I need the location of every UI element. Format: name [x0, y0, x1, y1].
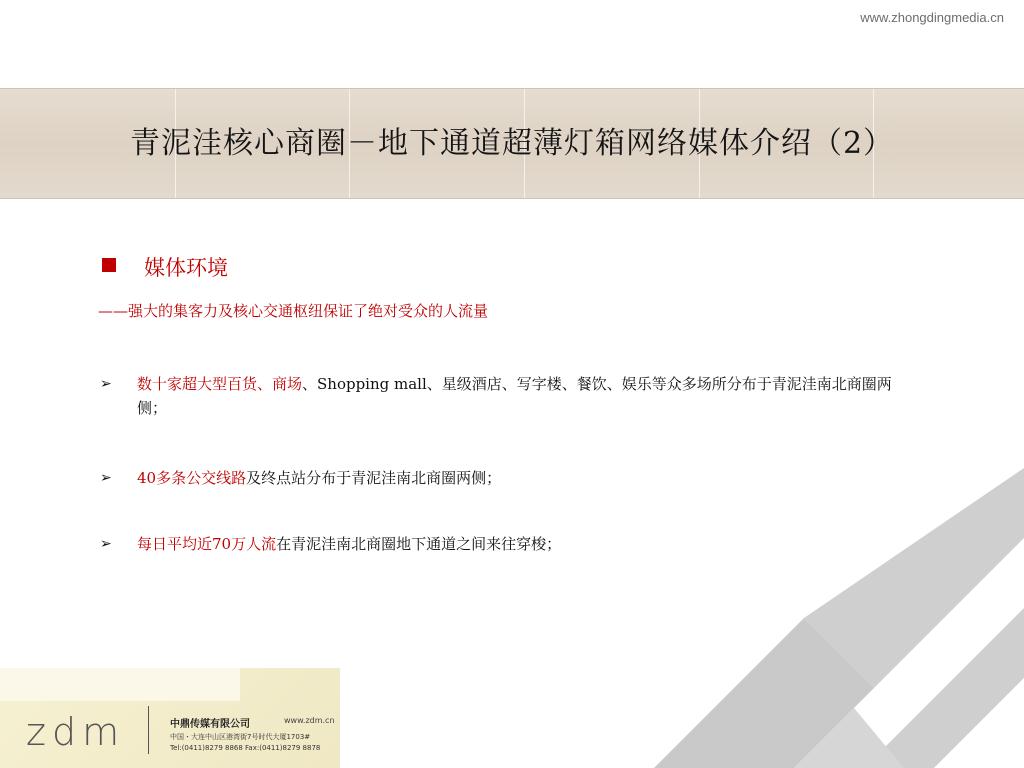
bullet-text: 及终点站分布于青泥洼南北商圈两侧； [246, 469, 502, 487]
title-banner [0, 88, 1024, 199]
bullet-text: 、Shopping mall、星级酒店、写字楼、餐饮、娱乐等众多场所分布于青泥洼南北商圈两侧； [137, 375, 892, 417]
company-name: 中鼎传媒有限公司 [170, 719, 250, 730]
section-header [102, 252, 228, 282]
bullet-highlight: 数十家超大型百货、商场 [137, 375, 303, 393]
logo-highlight-patch [0, 668, 240, 701]
section-subtitle: ——强大的集客力及核心交通枢纽保证了绝对受众的人流量 [98, 302, 489, 320]
decorative-chevron-graphic [604, 438, 1024, 768]
section-heading: 媒体环境 [144, 256, 228, 280]
logo-divider [148, 706, 149, 754]
list-item [100, 372, 920, 420]
arrow-bullet-icon: ➢ [100, 376, 112, 392]
bullet-highlight: 40多条公交线路 [137, 469, 247, 487]
site-url: www.zhongdingmedia.cn [860, 10, 1004, 25]
page-title: 青泥洼核心商圈－地下通道超薄灯箱网络媒体介绍（2） [129, 126, 895, 161]
arrow-bullet-icon: ➢ [100, 536, 112, 552]
zdm-logo: zdm [26, 710, 126, 754]
company-url: www.zdm.cn [284, 716, 335, 725]
footer-logo-panel [0, 668, 340, 768]
arrow-bullet-icon: ➢ [100, 470, 112, 486]
company-phone: Tel:(0411)8279 8868 Fax:(0411)8279 8878 [170, 744, 321, 752]
bullet-text: 在青泥洼南北商圈地下通道之间来往穿梭； [276, 535, 562, 553]
company-address: 中国・大连中山区港湾街7号时代大厦1703# [170, 733, 311, 741]
bullet-highlight: 每日平均近70万人流 [137, 535, 277, 553]
square-bullet-icon [102, 258, 116, 272]
